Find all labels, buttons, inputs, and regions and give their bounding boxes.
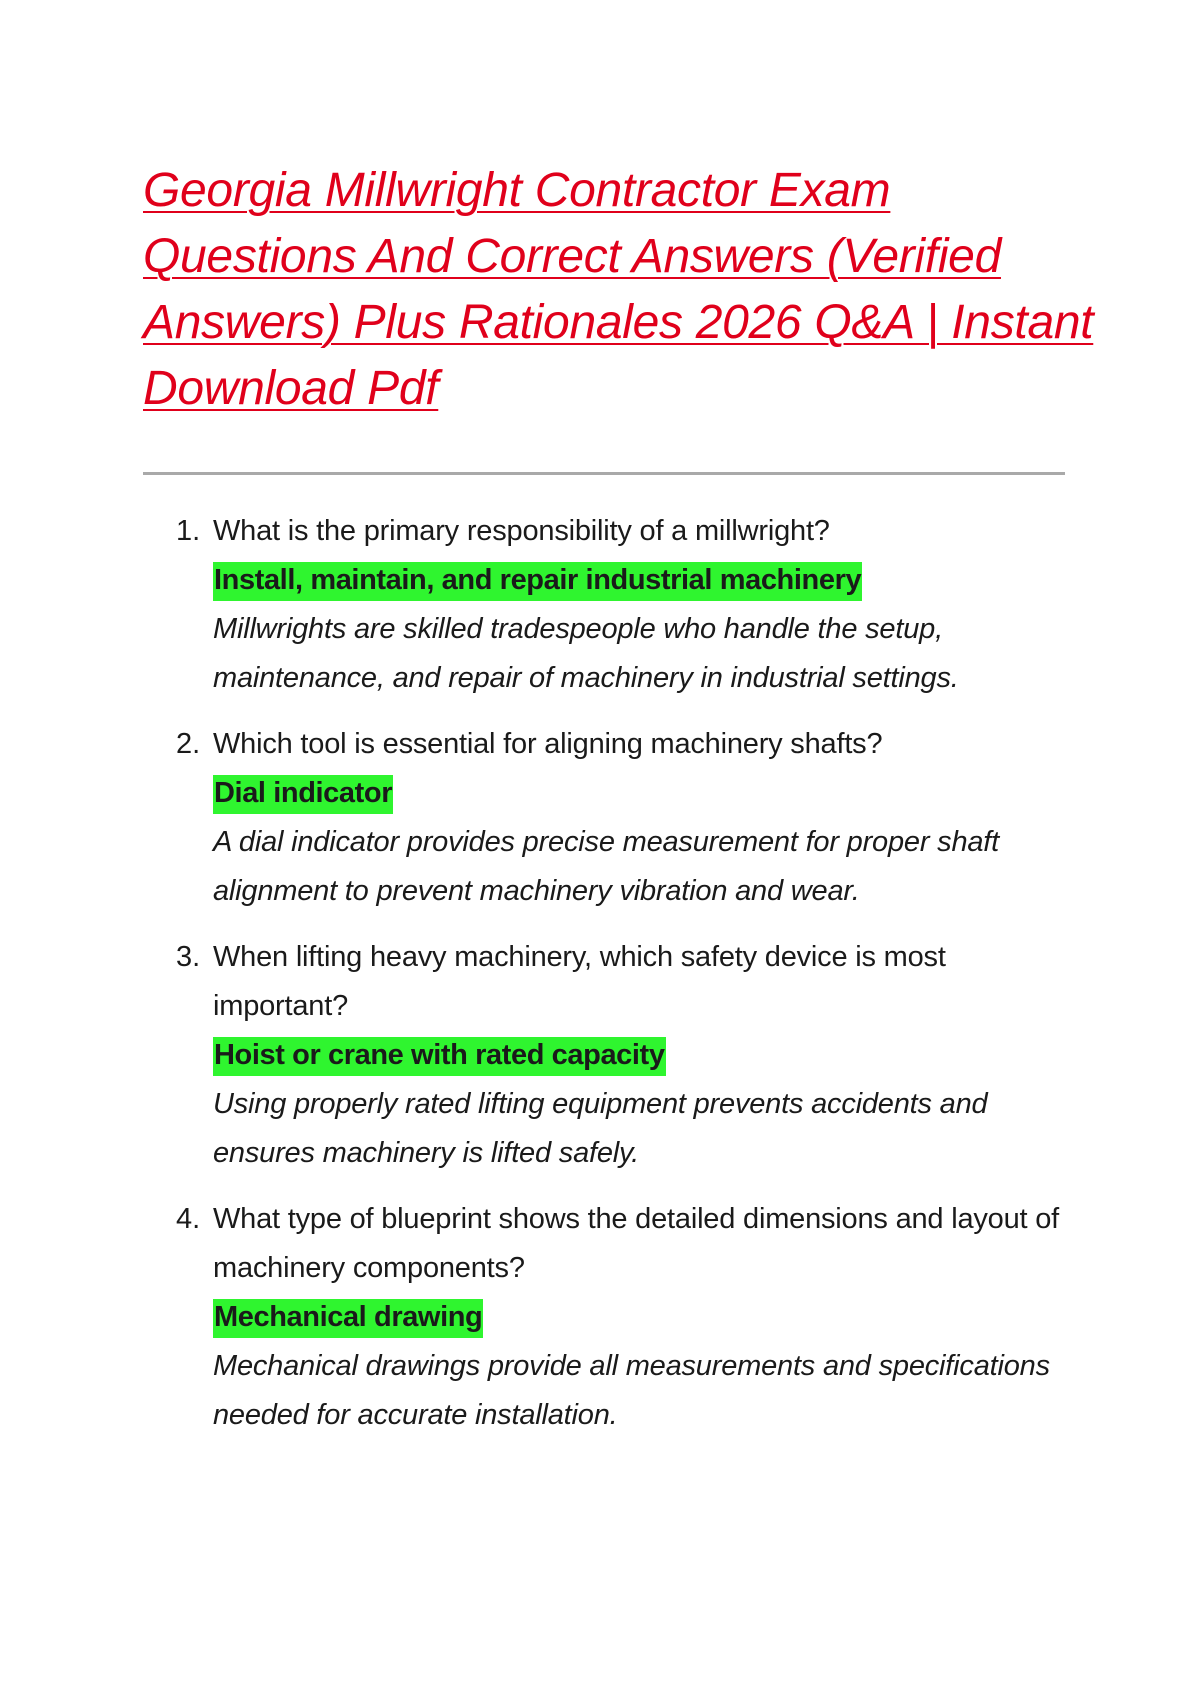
question-number: 2. bbox=[176, 728, 201, 760]
rationale-text: A dial indicator provides precise measurement for proper shaft alignment to prevent machinery vibration and wear. bbox=[213, 826, 1000, 907]
question-item-2 bbox=[176, 720, 1076, 916]
answer-line bbox=[213, 1293, 1076, 1342]
question-number: 4. bbox=[176, 1203, 201, 1235]
answer-highlight: Mechanical drawing bbox=[213, 1299, 483, 1338]
answer-line bbox=[213, 1031, 1076, 1080]
question-text: What type of blueprint shows the detailed dimensions and layout of machinery components? bbox=[213, 1203, 1060, 1284]
question-item-4 bbox=[176, 1195, 1076, 1440]
question-item-3 bbox=[176, 933, 1076, 1178]
title-divider bbox=[143, 472, 1065, 475]
answer-line bbox=[213, 769, 1076, 818]
document-title: Georgia Millwright Contractor Exam Questions And Correct Answers (Verified Answers) Plus Rationales 2026 Q&A | Instant Download Pdf bbox=[143, 164, 1094, 415]
rationale-text: Millwrights are skilled tradespeople who handle the setup, maintenance, and repair of machinery in industrial settings. bbox=[213, 613, 959, 694]
question-text: When lifting heavy machinery, which safety device is most important? bbox=[213, 941, 946, 1022]
question-list bbox=[176, 507, 1076, 1457]
answer-highlight: Install, maintain, and repair industrial machinery bbox=[213, 562, 862, 601]
question-text: What is the primary responsibility of a millwright? bbox=[213, 515, 830, 547]
answer-highlight: Hoist or crane with rated capacity bbox=[213, 1037, 666, 1076]
answer-highlight: Dial indicator bbox=[213, 775, 393, 814]
question-text: Which tool is essential for aligning machinery shafts? bbox=[213, 728, 883, 760]
rationale-text: Using properly rated lifting equipment prevents accidents and ensures machinery is lifted safely. bbox=[213, 1088, 988, 1169]
question-number: 3. bbox=[176, 941, 201, 973]
rationale-text: Mechanical drawings provide all measurements and specifications needed for accurate installation. bbox=[213, 1350, 1050, 1431]
question-item-1 bbox=[176, 507, 1076, 703]
question-number: 1. bbox=[176, 515, 201, 547]
answer-line bbox=[213, 556, 1076, 605]
